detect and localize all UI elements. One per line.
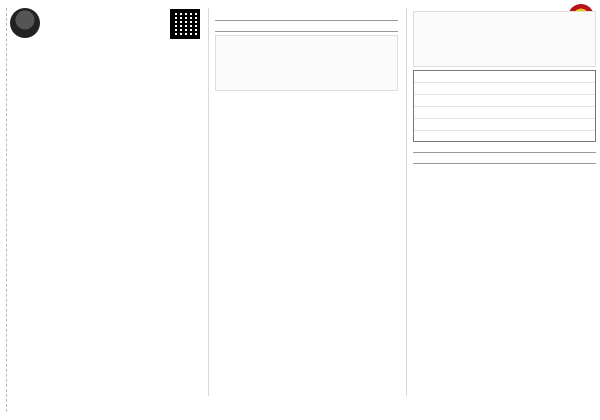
brand-block [10,8,40,40]
answer-blank[interactable] [413,154,596,164]
brand-logo-icon [10,8,40,38]
column-left [10,8,200,396]
page-header [10,8,200,40]
solution-steps-table [413,70,596,142]
column-right [406,8,596,396]
answer-blank[interactable] [215,22,398,32]
column-middle [208,8,398,396]
answer-blank[interactable] [215,11,398,21]
page-columns [10,8,590,396]
qr-code-icon[interactable] [170,9,200,39]
worked-solution-area[interactable] [215,35,398,91]
answer-blank[interactable] [413,143,596,153]
worked-solution-area[interactable] [413,11,596,67]
header-titles [46,23,164,25]
